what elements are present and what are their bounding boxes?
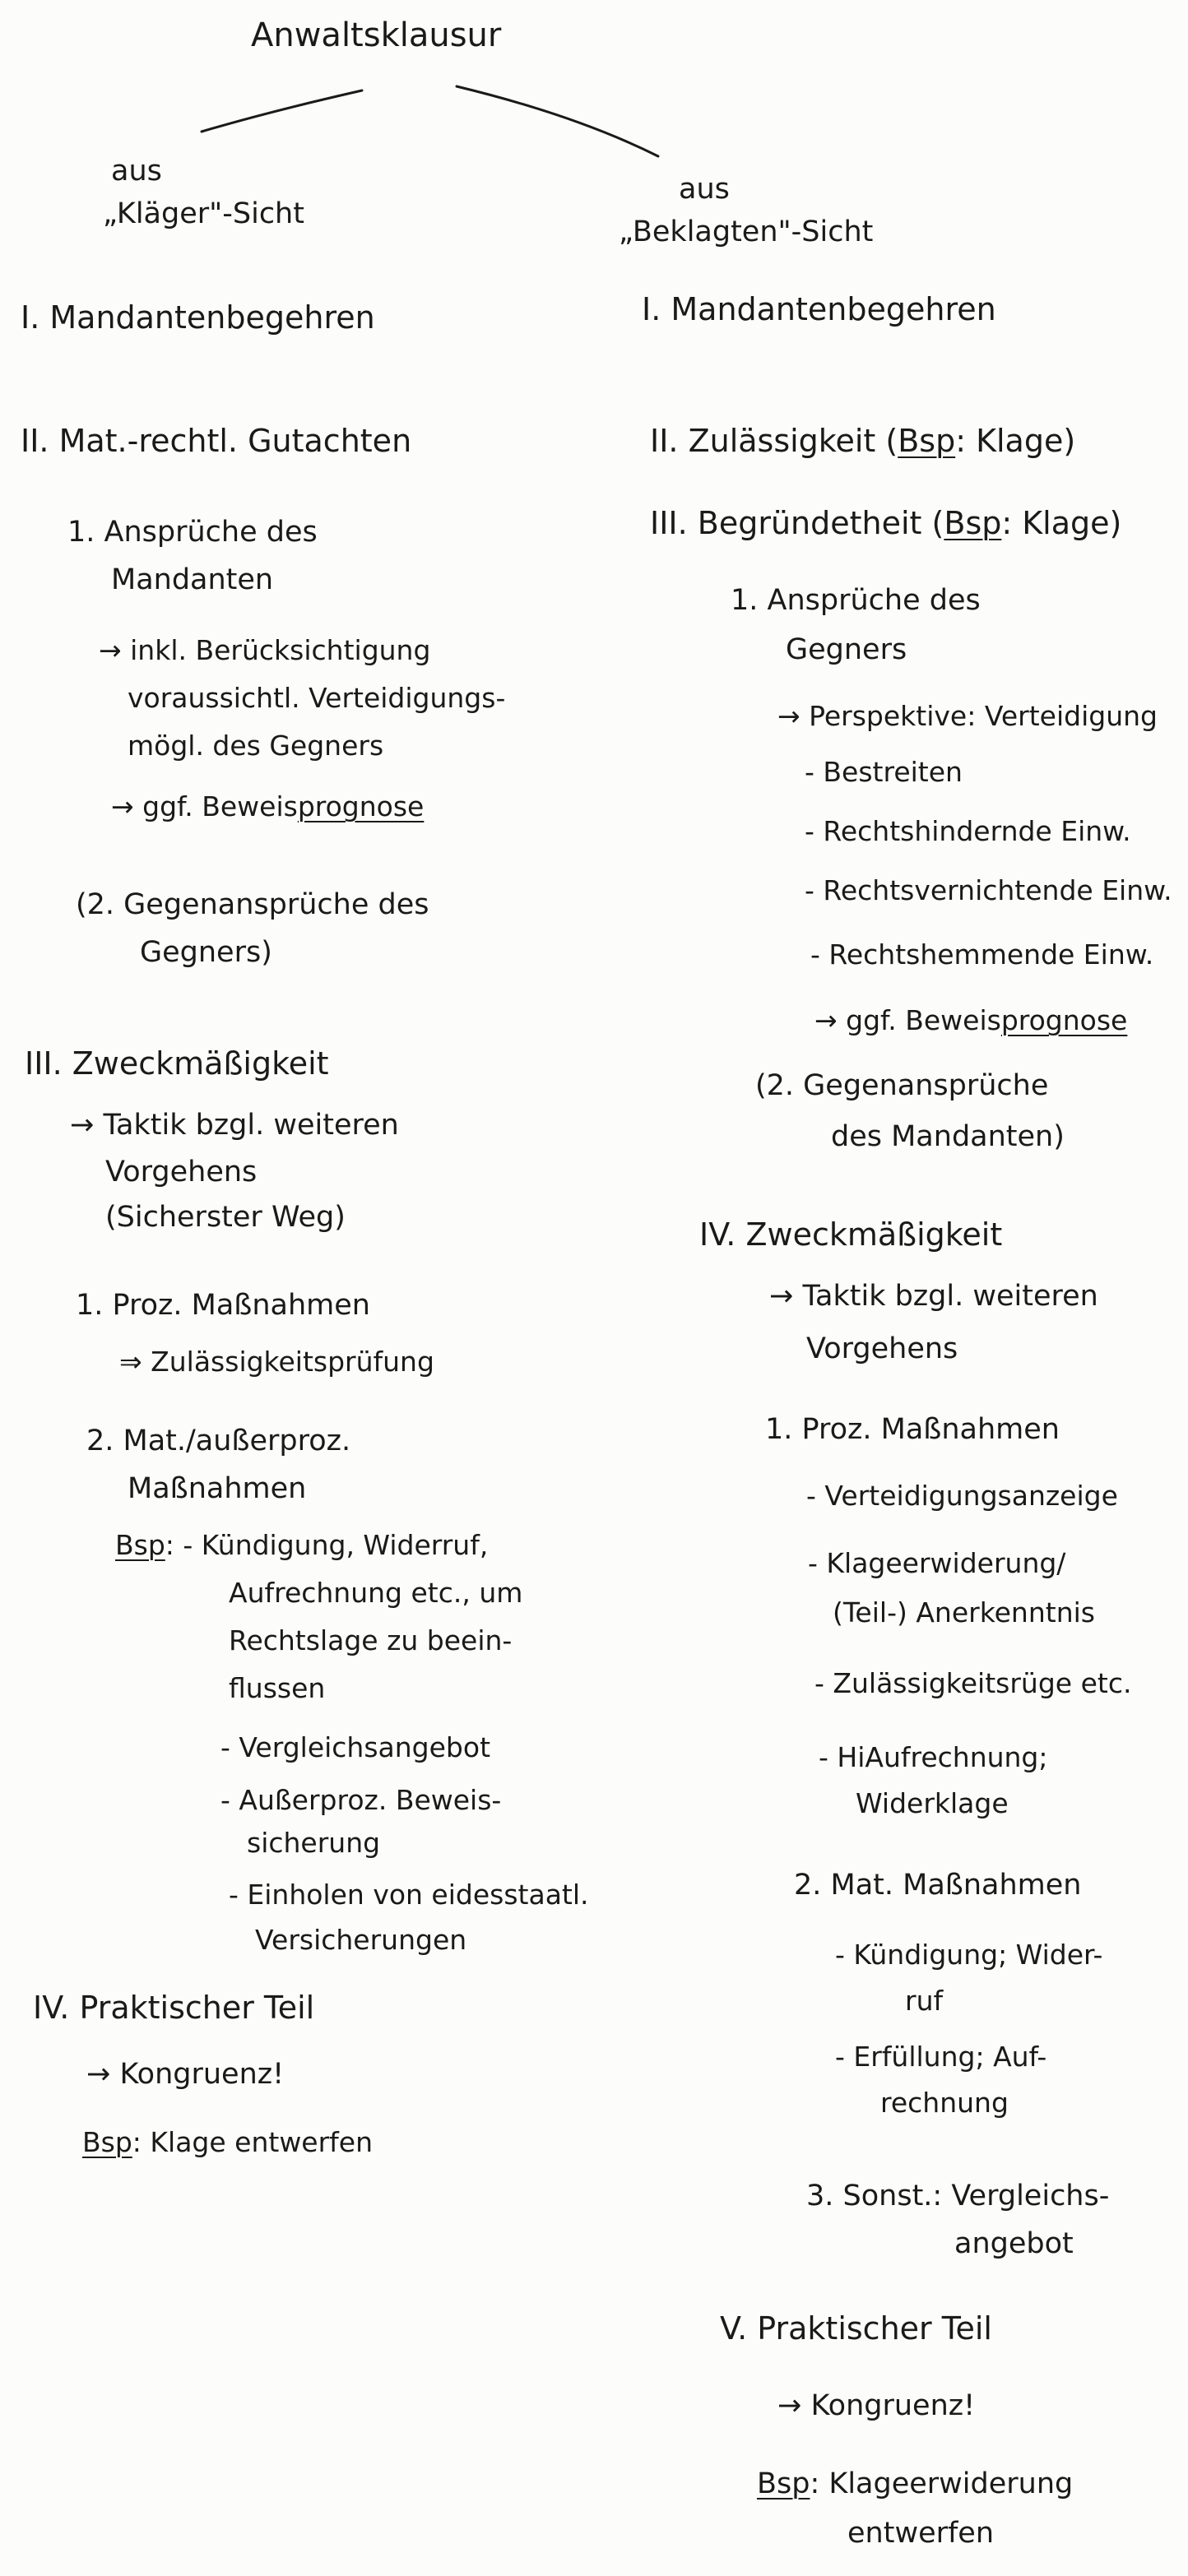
bsp-label: Bsp <box>757 2467 810 2500</box>
page-title: Anwaltsklausur <box>251 16 502 54</box>
left-section-3: III. Zweckmäßigkeit <box>25 1045 329 1082</box>
bsp-label: Bsp <box>944 505 1002 541</box>
left-s3-item1-note: ⇒ Zulässigkeitsprüfung <box>119 1346 434 1378</box>
right-header-sicht: „Beklagten"-Sicht <box>619 215 874 248</box>
left-s2-note-2: voraussichtl. Verteidigungs- <box>128 682 506 714</box>
right-s3-perspective: → Perspektive: Verteidigung <box>777 700 1158 732</box>
right-s4-item3-line1: 3. Sonst.: Vergleichs- <box>806 2180 1110 2212</box>
right-s4-klageerwiderung: - Klageerwiderung/ <box>808 1547 1066 1579</box>
right-s4-anerkenntnis: (Teil-) Anerkenntnis <box>833 1596 1095 1629</box>
left-s3-example-7a: - Einholen von eidesstaatl. <box>229 1879 589 1911</box>
right-s3-rechtshemmend: - Rechtshemmende Einw. <box>810 938 1154 971</box>
right-s5-congruence: → Kongruenz! <box>777 2389 976 2422</box>
left-s3-item2-line1: 2. Mat./außerproz. <box>86 1425 351 1457</box>
right-s4-item2: 2. Mat. Maßnahmen <box>794 1869 1082 1902</box>
left-section-2: II. Mat.-rechtl. Gutachten <box>21 423 412 459</box>
right-s3-rechtshindernd: - Rechtshindernde Einw. <box>805 815 1131 847</box>
left-s2-note-4 <box>111 791 424 822</box>
right-s4-aufrechnung: rechnung <box>880 2087 1009 2119</box>
right-section-3: III. Begründetheit (Bsp: Klage) <box>650 505 1122 541</box>
right-s4-item3-line2: angebot <box>954 2227 1074 2260</box>
branch-line-left <box>202 90 362 132</box>
left-s4-congruence: → Kongruenz! <box>86 2058 285 2091</box>
left-s2-item1-line1: 1. Ansprüche des <box>67 516 318 549</box>
right-header-aus: aus <box>679 173 730 206</box>
right-s3-bestreiten: - Bestreiten <box>805 756 963 788</box>
left-section-4: IV. Praktischer Teil <box>33 1990 315 2026</box>
left-s2-note-1: → inkl. Berücksichtigung <box>99 634 431 666</box>
right-s4-item1: 1. Proz. Maßnahmen <box>765 1413 1060 1446</box>
prognose-underlined: prognose <box>297 790 425 822</box>
left-s3-example-1: Bsp: - Kündigung, Widerruf, <box>115 1529 489 1561</box>
right-section-2: II. Zulässigkeit (Bsp: Klage) <box>650 423 1076 459</box>
right-s4-widerklage: Widerklage <box>856 1787 1009 1819</box>
left-header-sicht: „Kläger"-Sicht <box>103 197 304 230</box>
left-s3-item1: 1. Proz. Maßnahmen <box>76 1289 370 1322</box>
left-s3-example-7b: Versicherungen <box>255 1924 467 1956</box>
right-s4-verteidigungsanzeige: - Verteidigungsanzeige <box>806 1480 1118 1512</box>
left-s3-example-3: Rechtslage zu beein- <box>229 1624 513 1656</box>
right-s3-beweisprognose: → ggf. Beweisprognose <box>814 1004 1128 1036</box>
branch-line-right <box>457 86 658 156</box>
right-section-4: IV. Zweckmäßigkeit <box>699 1216 1003 1253</box>
right-s3-item2-line1: (2. Gegenansprüche <box>755 1069 1049 1102</box>
right-s3-rechtsvernichtend: - Rechtsvernichtende Einw. <box>805 874 1172 906</box>
left-s3-item2-line2: Maßnahmen <box>128 1472 307 1505</box>
left-s3-example-6a: - Außerproz. Beweis- <box>220 1784 502 1816</box>
bsp-label: Bsp <box>82 2126 132 2158</box>
right-section-1: I. Mandantenbegehren <box>642 291 996 327</box>
left-s3-tactic-1: → Taktik bzgl. weiteren <box>70 1109 399 1142</box>
right-section-5: V. Praktischer Teil <box>720 2310 992 2347</box>
right-s4-tactic-2: Vorgehens <box>806 1332 958 1365</box>
right-s5-example-2: entwerfen <box>847 2517 995 2550</box>
right-s3-item1-line2: Gegners <box>786 633 907 666</box>
right-s4-hiaufrechnung: - HiAufrechnung; <box>819 1741 1048 1773</box>
left-s3-tactic-3: (Sicherster Weg) <box>105 1201 346 1234</box>
right-s3-item2-line2: des Mandanten) <box>831 1120 1065 1153</box>
right-s4-widerruf: ruf <box>905 1985 944 2017</box>
left-s3-example-4: flussen <box>229 1672 326 1704</box>
right-s4-zulaessigkeitsruege: - Zulässigkeitsrüge etc. <box>814 1667 1132 1699</box>
right-s4-kuendigung: - Kündigung; Wider- <box>835 1939 1103 1971</box>
right-s4-tactic-1: → Taktik bzgl. weiteren <box>769 1280 1098 1313</box>
beweis-prefix: → ggf. Beweis <box>111 790 298 822</box>
left-s3-tactic-2: Vorgehens <box>105 1156 258 1188</box>
left-s3-example-2: Aufrechnung etc., um <box>229 1577 523 1609</box>
left-s2-item2-line1: (2. Gegenansprüche des <box>76 888 429 921</box>
left-header-aus: aus <box>111 155 162 188</box>
right-s5-example-1: Bsp: Klageerwiderung <box>757 2467 1074 2500</box>
left-s3-example-5: - Vergleichsangebot <box>220 1731 491 1763</box>
bsp-label: Bsp <box>898 423 956 459</box>
left-section-1: I. Mandantenbegehren <box>21 299 375 336</box>
right-s4-erfuellung: - Erfüllung; Auf- <box>835 2041 1047 2073</box>
left-s2-item1-line2: Mandanten <box>111 563 274 596</box>
left-s2-item2-line2: Gegners) <box>140 936 272 969</box>
bsp-label: Bsp <box>115 1529 165 1561</box>
prognose-underlined: prognose <box>1000 1004 1128 1036</box>
right-s3-item1-line1: 1. Ansprüche des <box>731 584 981 617</box>
left-s3-example-6b: sicherung <box>247 1827 381 1859</box>
left-s2-note-3: mögl. des Gegners <box>128 730 384 762</box>
left-s4-example: Bsp: Klage entwerfen <box>82 2126 374 2158</box>
